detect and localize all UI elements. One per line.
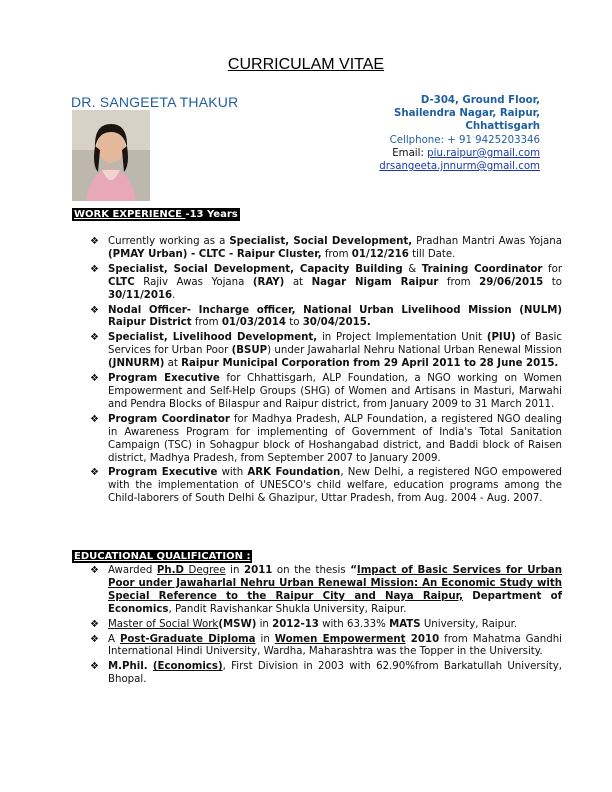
diamond-bullet-icon: ❖ [90,633,99,645]
address-line-3: Chhattisgarh [465,121,540,133]
diamond-bullet-icon: ❖ [90,373,99,385]
list-item: ❖ Master of Social Work(MSW) in 2012-13 with 63.33% MATS University, Raipur. [90,618,518,630]
diamond-bullet-icon: ❖ [90,263,99,275]
diamond-bullet-icon: ❖ [90,661,99,673]
profile-photo [72,110,150,201]
contact-block [280,94,540,173]
list-item: ❖ Specialist, Social Development, Capacity Building & Training Coordinator for CLTC Rajiv Awas Yojana (RAY) at Nagar Nigam Raipur from 29/06/2015 to 30/11/2016. [90,263,563,301]
email-link-1[interactable]: piu.raipur@gmail.com [427,147,540,159]
candidate-name: DR. SANGEETA THAKUR [71,94,239,110]
diamond-bullet-icon: ❖ [90,332,99,344]
list-item: ❖ Program Executive for Chhattisgarh, ALP Foundation, a NGO working on Women Empowerment and Self-Help Groups (SHG) of Women and Artisans in Masturi, Marwahi and Pendra Blocks of Bilaspur and Raipur district, from January 2009 to 31 March 2011. [90,373,562,410]
list-item: ❖ Nodal Officer- Incharge officer, National Urban Livelihood Mission (NULM) Raipur District from 01/03/2014 to 30/04/2015. [90,304,562,329]
list-item: ❖ Awarded Ph.D Degree in 2011 on the thesis “Impact of Basic Services for Urban Poor under Jawaharlal Nehru Urban Renewal Mission: An Economic Study with Special Reference to the Raipur City and Naya Raipur, Department of Economics, Pandit Ravishankar Shukla University, Raipur. [90,565,563,615]
diamond-bullet-icon: ❖ [90,565,99,576]
document-title: CURRICULAM VITAE [227,56,385,73]
work-experience-heading: WORK EXPERIENCE -13 Years [74,209,238,220]
diamond-bullet-icon: ❖ [90,304,99,316]
email-label: Email: [392,147,424,159]
list-item: ❖ M.Phil. (Economics), First Division in 2003 with 62.90%from Barkatullah University, Bhopal. [90,661,562,686]
diamond-bullet-icon: ❖ [90,236,99,247]
list-item: ❖ Program Executive with ARK Foundation, New Delhi, a registered NGO empowered with the implementation of UNESCO's child welfare, education programs among the Child-laborers of South Delhi & Ghazipur, Uttar Pradesh, from Aug. 2004 - Aug. 2007. [90,467,562,505]
education-heading: EDUCATIONAL QUALIFICATION : [74,551,251,562]
work-experience-list [90,236,562,508]
education-list [90,565,562,689]
list-item: ❖ Currently working as a Specialist, Social Development, Pradhan Mantri Awas Yojana (PMAY Urban) - CLTC - Raipur Cluster, from 01/12/216 till Date. [90,236,562,260]
address-line-1: D-304, Ground Floor, [420,95,540,106]
list-item: ❖ Specialist, Livelihood Development, in Project Implementation Unit (PIU) of Basic Services for Urban Poor (BSUP) under Jawaharlal Nehru National Urban Renewal Mission (JNNURM) at Raipur Municipal Corporation from 29 April 2011 to 28 June 2015. [90,332,562,370]
email-row [280,147,540,160]
list-item: ❖ Program Coordinator for Madhya Pradesh, ALP Foundation, a registered NGO dealing in Awareness Program for implementing of Government of India's Total Sanitation Campaign (TSC) in Sohagpur block of Hoshangabad district, and Baddi block of Raisen district, Madhya Pradesh, from September 2007 to January 2009. [90,413,562,464]
cellphone: Cellphone: + 91 9425203346 [389,134,540,146]
diamond-bullet-icon: ❖ [90,618,99,630]
list-item: ❖ A Post-Graduate Diploma in Women Empowerment 2010 from Mahatma Gandhi International Hindi University, Wardha, Maharashtra was the Topper in the University. [90,633,562,658]
diamond-bullet-icon: ❖ [90,413,99,425]
diamond-bullet-icon: ❖ [90,467,99,479]
email-link-2[interactable]: drsangeeta.jnnurm@gmail.com [379,161,540,173]
address-line-2: Shailendra Nagar, Raipur, [393,108,540,120]
